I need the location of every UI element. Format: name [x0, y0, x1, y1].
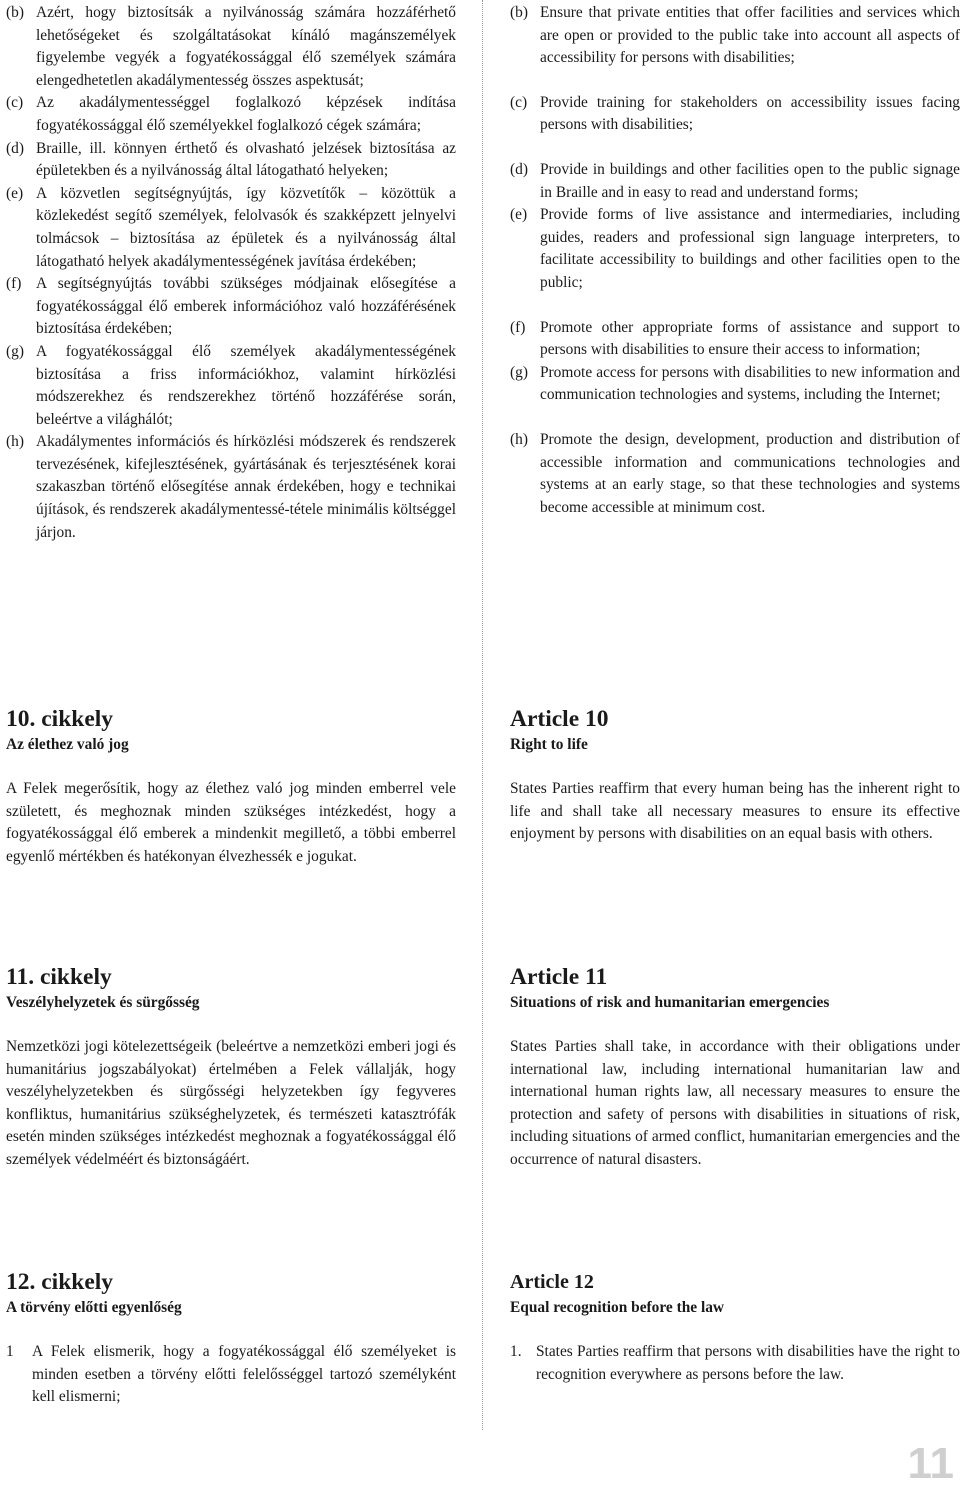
list-item-hu-e: (e) A közvetlen segítségnyújtás, így közvetítők – közöttük a közlekedést segítő személyek, felolvasók és szakképzett jelnyelvi tolmácsok – biztosítása az épületek és a nyilvánosság által látogatható helyek akadálymentességének javítása érdekében; — [6, 184, 456, 270]
article-title: Situations of risk and humanitarian emergencies — [510, 994, 830, 1011]
article-title: Veszélyhelyzetek és sürgősség — [6, 994, 200, 1011]
numbered-item — [6, 1341, 456, 1409]
article-10-hu — [6, 704, 456, 868]
article-number: Article 12 — [510, 1271, 594, 1293]
list-item-hu-d: (d) Braille, ill. könnyen érthető és olvasható jelzések biztosítása az épületekben és a nyilvánosság által látogatható helyeken; — [6, 139, 456, 180]
list-item-hu-g: (g) A fogyatékossággal élő személyek akadálymentességének biztosítása a friss információkhoz, valamint hírközlési módszerekhez és rendszerekhez történő hozzáférése során, beleértve a világhálót; — [6, 342, 456, 428]
list-en — [510, 2, 960, 519]
article-11-hu — [6, 962, 456, 1172]
list-item-en-b: (b) Ensure that private entities that offer facilities and services which are open or provided to the public take into account all aspects of accessibility for persons with disabilities; — [510, 4, 960, 67]
article-title: Az élethez való jog — [6, 736, 129, 753]
article-12-hu — [6, 1267, 456, 1409]
article-title: Right to life — [510, 736, 588, 753]
article-number: Article 10 — [510, 706, 609, 732]
list-item-en-h: (h) Promote the design, development, production and distribution of accessible information and communications technologies and systems at an early stage, so that these technologies and systems become accessible at minimum cost. — [510, 430, 960, 516]
list-item-en-c: (c) Provide training for stakeholders on accessibility issues facing persons with disabilities; — [510, 93, 960, 134]
item-text: A Felek elismerik, hogy a fogyatékossággal élő személyeket is minden esetben a törvény előtti felelősséggel tartozó személyként kell elismerni; — [32, 1343, 456, 1406]
article-text: A Felek megerősítik, hogy az élethez való jog minden emberrel vele született, és meghoznak minden szükséges intézkedést, hogy a fogyatékossággal élő emberek a mindenkit megillető, a többi emberrel egyenlő mértékben és hatékonyan élvezhessék e jogukat. — [6, 780, 456, 865]
numbered-item — [510, 1341, 960, 1386]
list-item-en-g: (g) Promote access for persons with disabilities to new information and communication technologies and systems, including the Internet; — [510, 363, 960, 404]
list-item-hu-h: (h) Akadálymentes információs és hírközlési módszerek és rendszerek tervezésének, kifejlesztésének, gyártásának és terjesztésének korai szakaszban történő elősegítése annak érdekében, hogy e technikai újítások, és rendszerek akadálymentessé-tétele minimális költséggel járjon. — [6, 433, 456, 541]
article-10-en — [510, 704, 960, 846]
article-text: States Parties shall take, in accordance with their obligations under international law, including international humanitarian law and international human rights law, all necessary measures to ensure the protection and safety of persons with disabilities in situations of risk, including situations of armed conflict, humanitarian emergencies and the occurrence of natural disasters. — [510, 1038, 960, 1168]
article-title: A törvény előtti egyenlőség — [6, 1299, 182, 1316]
list-hu — [6, 2, 456, 544]
item-number: 1. — [510, 1343, 522, 1360]
list-item-hu-c: (c) Az akadálymentességgel foglalkozó képzések indítása fogyatékossággal élő személyekkel foglalkozó cégek számára; — [6, 94, 456, 134]
article-12-en — [510, 1267, 960, 1386]
article-11-en — [510, 962, 960, 1172]
article-text: States Parties reaffirm that every human being has the inherent right to life and shall take all necessary measures to ensure its effective enjoyment by persons with disabilities on an equal basis with others. — [510, 780, 960, 843]
item-text: States Parties reaffirm that persons with disabilities have the right to recognition everywhere as persons before the law. — [536, 1343, 960, 1383]
column-divider — [482, 0, 483, 1430]
list-item-hu-b: (b) Azért, hogy biztosítsák a nyilvánosság számára hozzáférhető lehetőségeket és szolgáltatásokat kínáló magánszemélyek figyelembe vegyék a fogyatékossággal élő személyek számára elengedhetetlen akadálymentesség összes aspektusát; — [6, 4, 456, 89]
article-title: Equal recognition before the law — [510, 1299, 725, 1316]
article-text: Nemzetközi jogi kötelezettségeik (beleértve a nemzetközi emberi jogi és humanitárius jogszabályokat) értelmében a Felek vállalják, hogy veszélyhelyzetekben és sürgősségi helyzetekben így fegyveres konfliktus, humanitárius szükséghelyzetek, és természeti katasztrófák esetén minden szükséges intézkedést meghoznak a fogyatékossággal élő személyek védelméért és biztonságáért. — [6, 1038, 456, 1168]
item-number: 1 — [6, 1343, 14, 1360]
list-item-en-f: (f) Promote other appropriate forms of assistance and support to persons with disabilities to ensure their access to information; — [510, 318, 960, 359]
article-number: 10. cikkely — [6, 706, 114, 732]
article-number: 12. cikkely — [6, 1269, 114, 1295]
article-number: Article 11 — [510, 964, 608, 990]
page-number: 11 — [907, 1439, 954, 1488]
article-number: 11. cikkely — [6, 964, 112, 990]
list-item-hu-f: (f) A segítségnyújtás további szükséges módjainak elősegítése a fogyatékossággal élő emberek információhoz való hozzáférésének biztosítása érdekében; — [6, 275, 456, 338]
list-item-en-e: (e) Provide forms of live assistance and intermediaries, including guides, readers and professional sign language interpreters, to facilitate accessibility to buildings and other facilities open to the public; — [510, 206, 960, 291]
list-item-en-d: (d) Provide in buildings and other facilities open to the public signage in Braille and in easy to read and understand forms; — [510, 160, 960, 201]
